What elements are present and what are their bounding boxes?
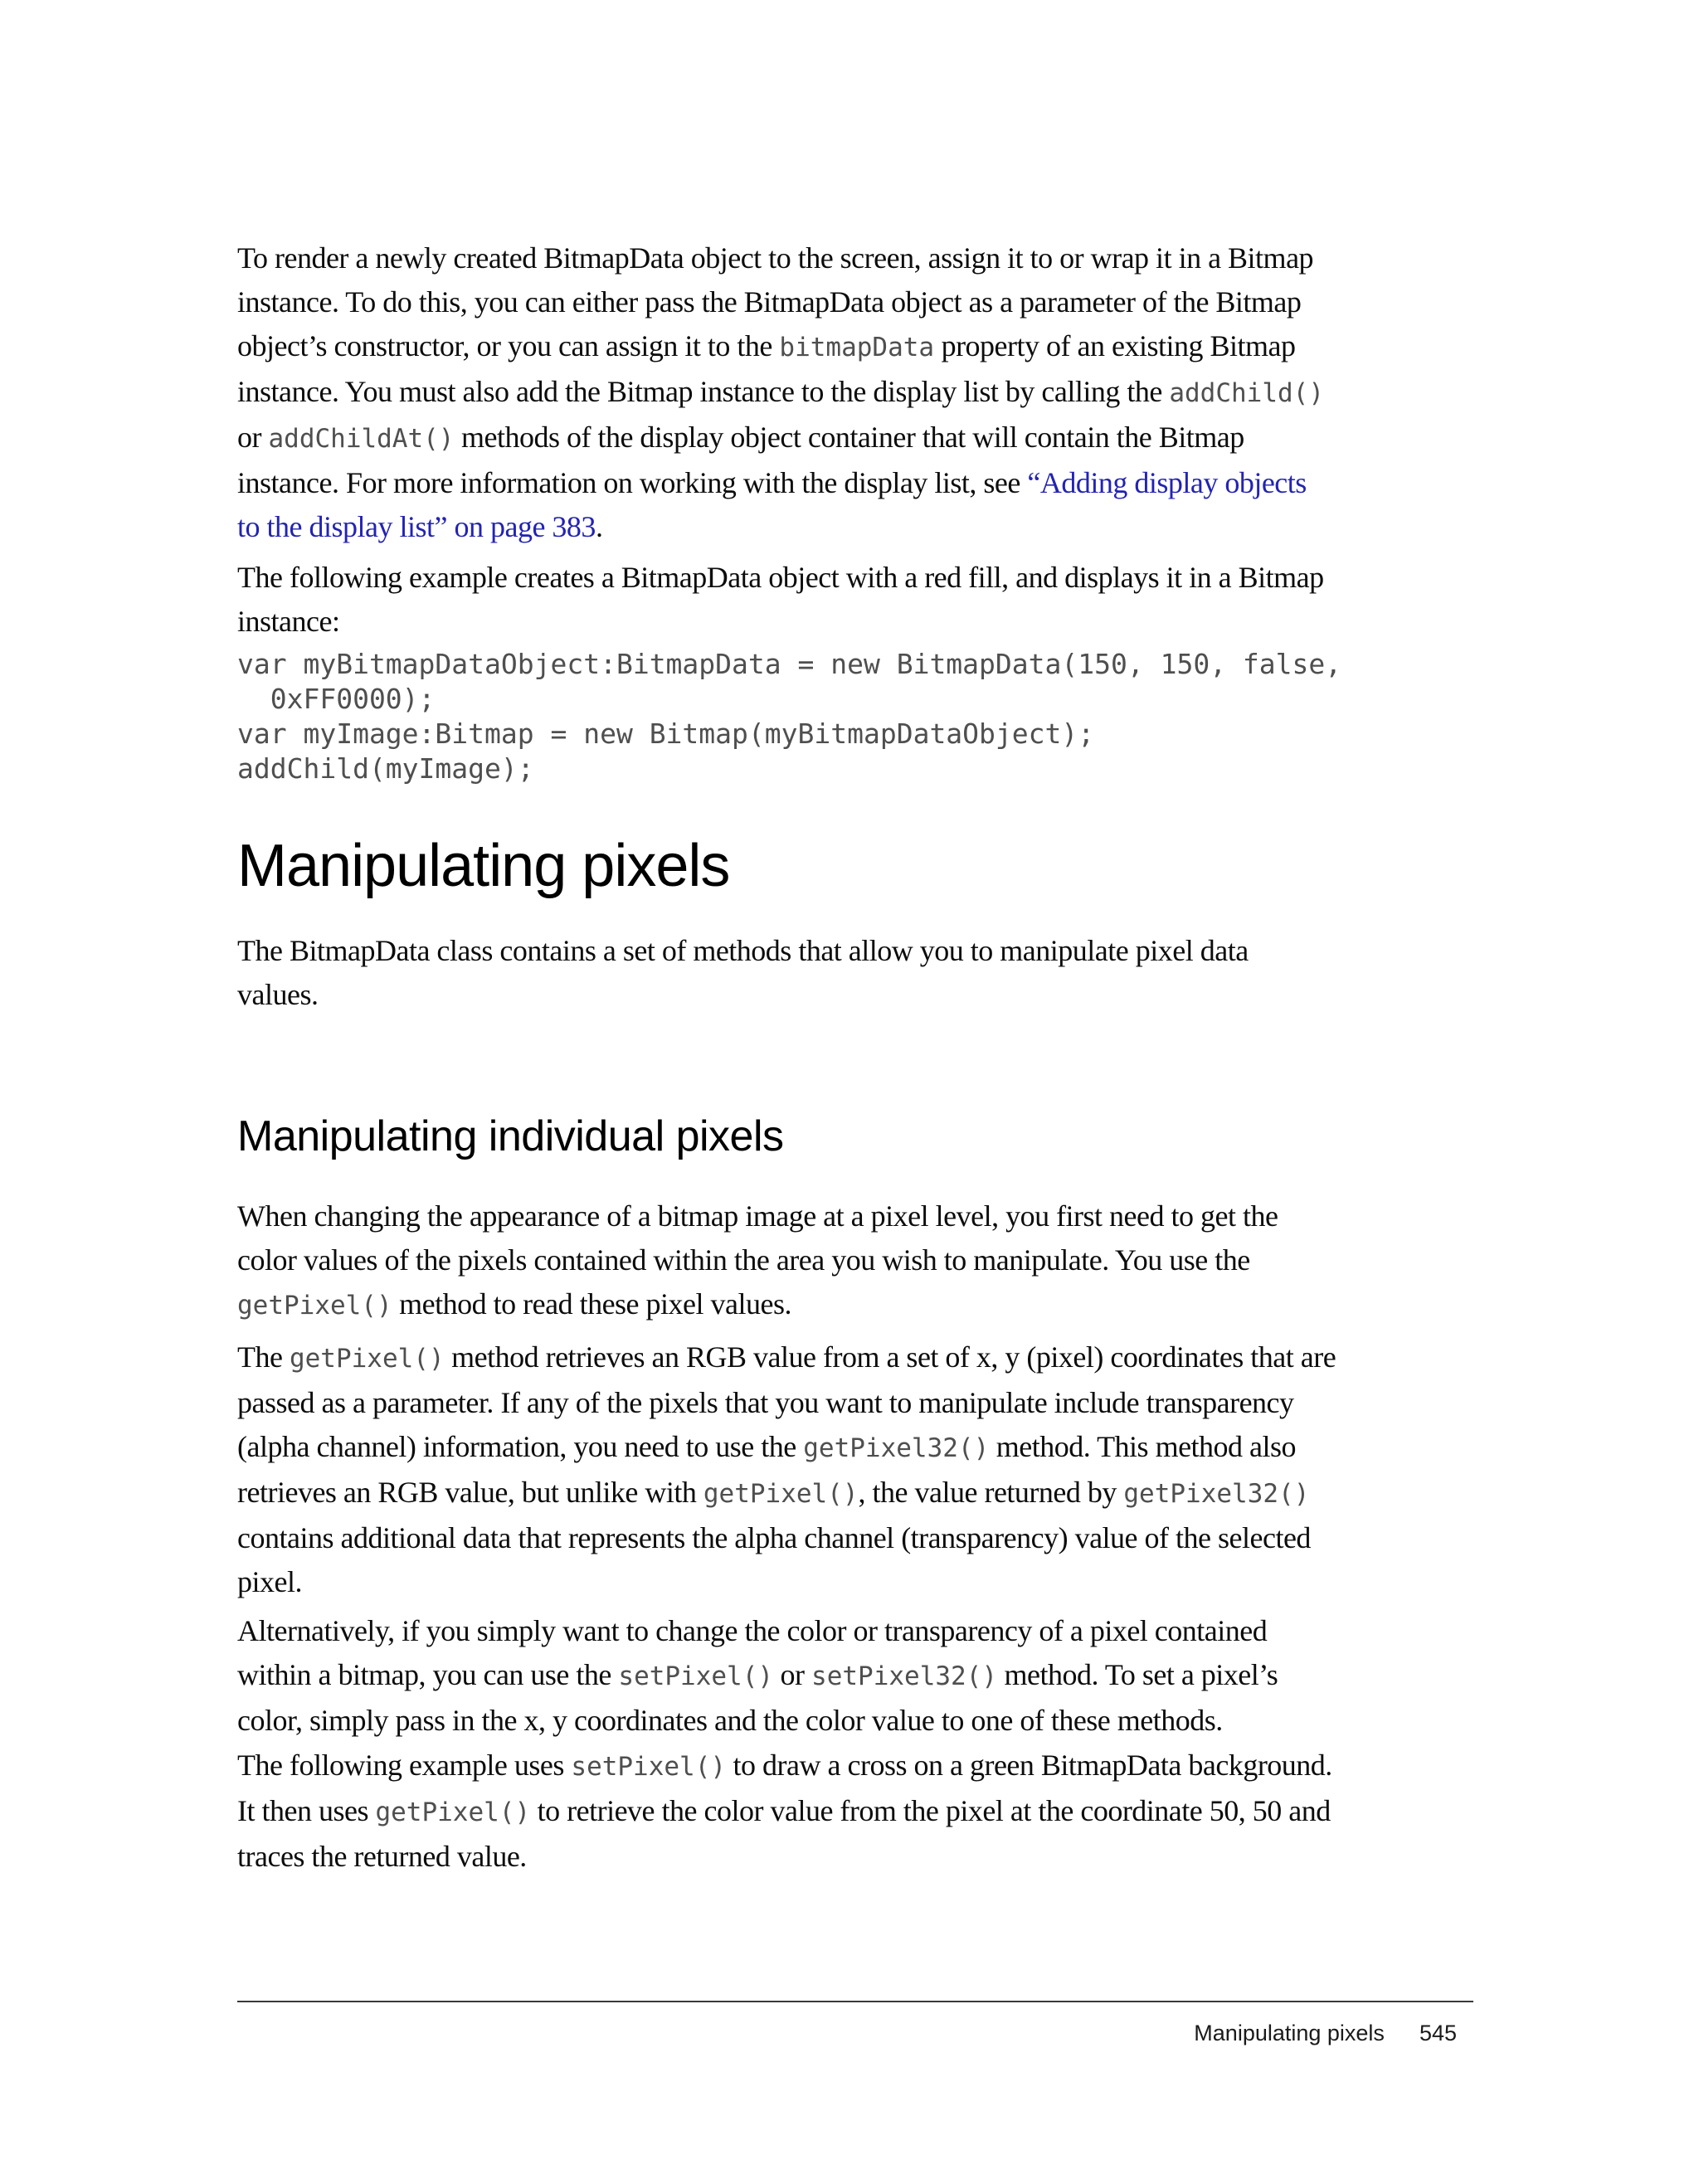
- para-line: [237, 1516, 1336, 1560]
- code-line: 0xFF0000);: [237, 683, 436, 715]
- text-run: contains additional data that represents the alpha channel (transparency) value of the selected: [237, 1521, 1311, 1554]
- paragraph-alternatively: [237, 1609, 1278, 1743]
- text-run: Alternatively, if you simply want to change the color or transparency of a pixel contained: [237, 1614, 1268, 1647]
- subsection-heading: Manipulating individual pixels: [237, 1112, 784, 1160]
- footer-rule: [237, 2001, 1473, 2002]
- paragraph-following-example: [237, 1744, 1332, 1879]
- para-line: [237, 280, 1324, 324]
- text-run: instance. For more information on working with the display list, see: [237, 466, 1028, 499]
- footer: [237, 2021, 1457, 2045]
- para-line: [237, 505, 1324, 549]
- inline-code: setPixel(): [571, 1752, 727, 1782]
- text-run: or: [237, 421, 269, 454]
- text-run: method. This method also: [989, 1430, 1297, 1463]
- para-line: [237, 1789, 1332, 1835]
- para-line: [237, 1282, 1278, 1328]
- link-adding-display-objects[interactable]: “Adding display objects: [1027, 466, 1307, 499]
- para-line: [237, 1609, 1278, 1653]
- text-run: property of an existing Bitmap: [934, 329, 1296, 362]
- inline-code: bitmapData: [779, 333, 935, 362]
- text-run: .: [595, 510, 603, 543]
- para-line: [237, 236, 1324, 280]
- text-run: or: [773, 1658, 812, 1691]
- para-line: [237, 1425, 1336, 1471]
- inline-code: getPixel(): [289, 1344, 445, 1374]
- footer-section-label: Manipulating pixels: [1194, 2021, 1385, 2045]
- inline-code: getPixel(): [703, 1479, 859, 1509]
- text-run: retrieves an RGB value, but unlike with: [237, 1476, 703, 1509]
- inline-code: getPixel(): [375, 1797, 531, 1827]
- para-line: [237, 1699, 1278, 1743]
- para-line: [237, 416, 1324, 461]
- text-run: The BitmapData class contains a set of methods that allow you to manipulate pixel data: [237, 934, 1249, 967]
- text-run: The following example creates a BitmapData object with a red fill, and displays it in a Bitmap: [237, 561, 1324, 594]
- link-adding-display-objects[interactable]: to the display list” on page 383: [237, 510, 596, 543]
- text-run: It then uses: [237, 1794, 376, 1827]
- text-run: The: [237, 1340, 290, 1374]
- text-run: The following example uses: [237, 1749, 572, 1782]
- para-line: [237, 370, 1324, 416]
- text-run: methods of the display object container that will contain the Bitmap: [454, 421, 1244, 454]
- inline-code: addChild(): [1169, 378, 1324, 408]
- text-run: values.: [237, 978, 319, 1011]
- paragraph-example-intro: [237, 556, 1324, 644]
- text-run: color, simply pass in the x, y coordinates and the color value to one of these methods.: [237, 1704, 1223, 1737]
- text-run: traces the returned value.: [237, 1840, 527, 1873]
- para-line: [237, 1194, 1278, 1238]
- para-line: [237, 1744, 1332, 1789]
- para-line: [237, 1835, 1332, 1879]
- code-line: var myBitmapDataObject:BitmapData = new BitmapData(150, 150, false,: [237, 648, 1342, 680]
- footer-page-number: 545: [1419, 2021, 1457, 2045]
- inline-code: setPixel32(): [811, 1661, 998, 1691]
- text-run: , the value returned by: [858, 1476, 1124, 1509]
- inline-code: getPixel(): [237, 1291, 392, 1321]
- para-line: [237, 1381, 1336, 1425]
- text-run: pixel.: [237, 1565, 302, 1598]
- para-line: [237, 1238, 1278, 1282]
- section-heading: Manipulating pixels: [237, 833, 730, 899]
- inline-code: getPixel32(): [1123, 1479, 1310, 1509]
- text-run: (alpha channel) information, you need to use the: [237, 1430, 804, 1463]
- para-line: [237, 324, 1324, 370]
- text-run: To render a newly created BitmapData object to the screen, assign it to or wrap it in a Bitmap: [237, 241, 1314, 275]
- text-run: instance. To do this, you can either pass the BitmapData object as a parameter of the Bitmap: [237, 285, 1302, 319]
- text-run: color values of the pixels contained within the area you wish to manipulate. You use the: [237, 1243, 1250, 1277]
- inline-code: addChildAt(): [268, 424, 455, 454]
- text-run: instance:: [237, 605, 340, 638]
- text-run: to retrieve the color value from the pixel at the coordinate 50, 50 and: [530, 1794, 1331, 1827]
- code-line: var myImage:Bitmap = new Bitmap(myBitmapDataObject);: [237, 717, 1095, 750]
- text-run: instance. You must also add the Bitmap instance to the display list by calling the: [237, 375, 1170, 408]
- text-run: to draw a cross on a green BitmapData background.: [726, 1749, 1332, 1782]
- text-run: object’s constructor, or you can assign it to the: [237, 329, 780, 362]
- text-run: When changing the appearance of a bitmap image at a pixel level, you first need to get the: [237, 1199, 1278, 1233]
- inline-code: getPixel32(): [803, 1433, 990, 1463]
- para-line: [237, 600, 1324, 644]
- para-line: [237, 461, 1324, 505]
- para-line: [237, 929, 1249, 973]
- paragraph-getpixel-method: [237, 1335, 1336, 1604]
- text-run: method. To set a pixel’s: [997, 1658, 1278, 1691]
- para-line: [237, 556, 1324, 600]
- para-line: [237, 1335, 1336, 1381]
- paragraph-bitmapdata-class: [237, 929, 1249, 1017]
- paragraph-when-changing: [237, 1194, 1278, 1328]
- text-run: passed as a parameter. If any of the pixels that you want to manipulate include transparency: [237, 1386, 1294, 1419]
- paragraph-render-bitmapdata: [237, 236, 1324, 549]
- para-line: [237, 1560, 1336, 1604]
- code-line: addChild(myImage);: [237, 752, 534, 785]
- text-run: method to read these pixel values.: [392, 1287, 791, 1321]
- inline-code: setPixel(): [618, 1661, 774, 1691]
- text-run: method retrieves an RGB value from a set of x, y (pixel) coordinates that are: [444, 1340, 1336, 1374]
- para-line: [237, 1653, 1278, 1699]
- para-line: [237, 973, 1249, 1017]
- para-line: [237, 1471, 1336, 1516]
- code-sample: [237, 647, 1341, 786]
- text-run: within a bitmap, you can use the: [237, 1658, 619, 1691]
